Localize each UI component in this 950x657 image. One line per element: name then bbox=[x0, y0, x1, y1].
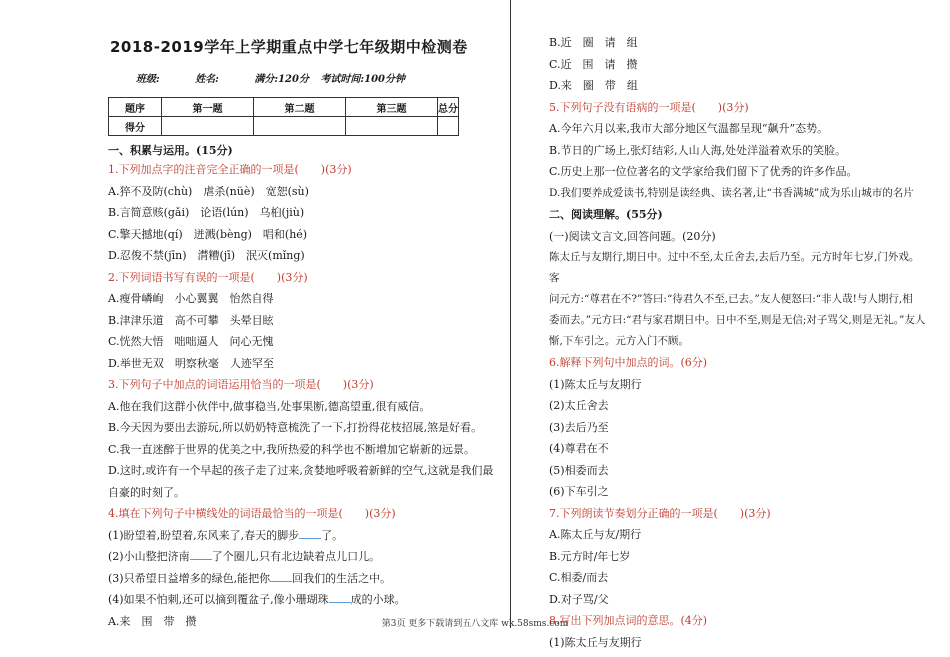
question-2: 2.下列词语书写有误的一项是( )(3分) bbox=[108, 270, 308, 284]
score-table bbox=[108, 97, 459, 136]
sub-item: (2)太丘舍去 bbox=[549, 399, 609, 412]
sub-item: (1)陈太丘与友期行 bbox=[549, 377, 642, 391]
option: D.举世无双 明察秋毫 人迹罕至 bbox=[108, 356, 274, 370]
option: D.忍俊不禁(jīn) 潸糟(jī) 泯灭(mǐng) bbox=[108, 249, 305, 262]
table-cell: 第二题 bbox=[254, 98, 346, 117]
section-heading: 二、阅读理解。(55分) bbox=[549, 208, 663, 221]
option: D.我们要养成爱读书,特别是读经典、读名著,让“书香满城”成为乐山城市的名片 bbox=[549, 186, 914, 199]
option-continued: 自豪的时刻了。 bbox=[108, 485, 185, 499]
option: A.瘦骨嶙峋 小心翼翼 怡然自得 bbox=[108, 292, 274, 305]
question-1: 1.下列加点字的注音完全正确的一项是( )(3分) bbox=[108, 163, 352, 176]
name-label: 姓名: bbox=[195, 74, 219, 85]
column-divider bbox=[510, 0, 511, 628]
score-table-score-row bbox=[109, 117, 459, 136]
question-5: 5.下列句子没有语病的一项是( )(3分) bbox=[549, 100, 749, 114]
option: B.元方时/年七岁 bbox=[549, 549, 631, 563]
classical-text-line: 惭,下车引之。元方入门不顾。 bbox=[549, 335, 689, 347]
option: C.相委/而去 bbox=[549, 571, 609, 584]
sentence-part: 回我们的生活之中。 bbox=[292, 571, 392, 585]
answer-blank[interactable] bbox=[329, 592, 351, 603]
section-heading: 一、积累与运用。(15分) bbox=[108, 144, 233, 157]
table-cell: 第三题 bbox=[346, 98, 438, 117]
sub-item: (5)相委而去 bbox=[549, 463, 609, 477]
option: B.节日的广场上,张灯结彩,人山人海,处处洋溢着欢乐的笑脸。 bbox=[549, 143, 847, 157]
question-6: 6.解释下列句中加点的词。(6分) bbox=[549, 356, 708, 369]
sentence-part: 了。 bbox=[321, 528, 344, 542]
table-cell: 题序 bbox=[109, 98, 162, 117]
sub-item: (6)下车引之 bbox=[549, 485, 609, 498]
option: A.今年六月以来,我市大部分地区气温都呈现“飙升”态势。 bbox=[549, 122, 829, 135]
option: C.近 围 请 攒 bbox=[549, 57, 638, 71]
score-input-cell[interactable] bbox=[254, 117, 346, 136]
sentence-part: (2)小山整把济南 bbox=[108, 550, 190, 563]
table-cell: 第一题 bbox=[162, 98, 254, 117]
score-input-cell[interactable] bbox=[438, 117, 459, 136]
classical-text-line: 问元方:“尊君在不?”答曰:“待君久不至,已去。”友人便怒曰:“非人哉!与人期行,相 bbox=[549, 293, 913, 305]
classical-text-line: 委而去。”元方曰:“君与家君期日中。日中不至,则是无信;对子骂父,则是无礼。”友人 bbox=[549, 314, 926, 326]
sentence-part: 了个圈儿,只有北边缺着点儿口儿。 bbox=[211, 550, 381, 563]
fill-blank-sentence bbox=[108, 525, 504, 547]
full-score: 满分:120分 bbox=[254, 74, 309, 85]
page-footer: 第3页 更多下载请到五八文库 wk.58sms.com bbox=[381, 619, 569, 629]
score-input-cell[interactable] bbox=[346, 117, 438, 136]
sentence-part: (4)如果不怕刺,还可以摘到覆盆子,像小珊瑚珠 bbox=[108, 593, 329, 606]
right-column bbox=[549, 32, 929, 653]
answer-blank[interactable] bbox=[270, 571, 292, 582]
option: B.言简意赅(gǎi) 论语(lún) 乌桕(jiù) bbox=[108, 206, 305, 219]
option: B.近 圈 请 组 bbox=[549, 36, 638, 49]
sentence-part: (1)盼望着,盼望着,东风来了,春天的脚步 bbox=[108, 528, 300, 542]
question-8: 8.写出下列加点词的意思。(4分) bbox=[549, 614, 708, 627]
option: A.陈太丘与友/期行 bbox=[549, 528, 642, 541]
sub-item: (3)去后乃至 bbox=[549, 420, 609, 434]
option: B.津津乐道 高不可攀 头晕目眩 bbox=[108, 313, 274, 327]
question-4: 4.填在下列句子中横线处的词语最恰当的一项是( )(3分) bbox=[108, 507, 396, 520]
score-input-cell[interactable] bbox=[162, 117, 254, 136]
option: D.来 圈 带 组 bbox=[549, 79, 638, 92]
answer-blank[interactable] bbox=[299, 528, 321, 539]
option: D.对子骂/父 bbox=[549, 592, 609, 606]
option: D.这时,或许有一个早起的孩子走了过来,贪婪地呼吸着新鲜的空气,这就是我们最 bbox=[108, 464, 494, 477]
fill-blank-sentence bbox=[108, 589, 504, 611]
option: A.猝不及防(chù) 虐杀(nüè) 宽恕(sù) bbox=[108, 184, 309, 198]
classical-text-line: 陈太丘与友期行,期日中。过中不至,太丘舍去,去后乃至。元方时年七岁,门外戏。客 bbox=[549, 251, 920, 284]
option: B.今天因为要出去游玩,所以奶奶特意梳洗了一下,打扮得花枝招展,煞是好看。 bbox=[108, 421, 483, 434]
question-7: 7.下列朗读节奏划分正确的一项是( )(3分) bbox=[549, 506, 771, 520]
sub-item: (4)尊君在不 bbox=[549, 442, 609, 455]
reading-subheading: (一)阅读文言文,回答问题。(20分) bbox=[549, 229, 716, 243]
fill-blank-sentence bbox=[108, 568, 504, 590]
sentence-part: (3)只希望日益增多的绿色,能把你 bbox=[108, 571, 271, 585]
option: C.擎天撼地(qí) 迸溅(bèng) 唱和(hé) bbox=[108, 227, 308, 241]
option: A.来 围 带 攒 bbox=[108, 614, 197, 628]
option: C.历史上那一位位著名的文学家给我们留下了优秀的许多作品。 bbox=[549, 165, 858, 178]
answer-blank[interactable] bbox=[190, 549, 212, 560]
option: C.我一直迷醉于世界的优美之中,我所热爱的科学也不断增加它崭新的远景。 bbox=[108, 442, 476, 456]
option: C.恍然大悟 咄咄逼人 问心无愧 bbox=[108, 335, 274, 348]
left-column bbox=[108, 36, 504, 632]
exam-time: 考试时间:100分钟 bbox=[320, 74, 406, 85]
exam-meta bbox=[136, 70, 504, 85]
option: A.他在我们这群小伙伴中,做事稳当,处事果断,德高望重,很有威信。 bbox=[108, 399, 431, 413]
fill-blank-sentence bbox=[108, 546, 504, 568]
sub-item: (1)陈太丘与友期行 bbox=[549, 635, 642, 649]
exam-title: 2018-2019学年上学期重点中学七年级期中检测卷 bbox=[110, 38, 468, 56]
table-cell: 总分 bbox=[438, 98, 459, 117]
class-label: 班级: bbox=[136, 74, 160, 85]
score-table-header-row bbox=[109, 98, 459, 117]
sentence-part: 成的小球。 bbox=[350, 593, 406, 606]
table-cell: 得分 bbox=[109, 117, 162, 136]
question-3: 3.下列句子中加点的词语运用恰当的一项是( )(3分) bbox=[108, 378, 374, 391]
